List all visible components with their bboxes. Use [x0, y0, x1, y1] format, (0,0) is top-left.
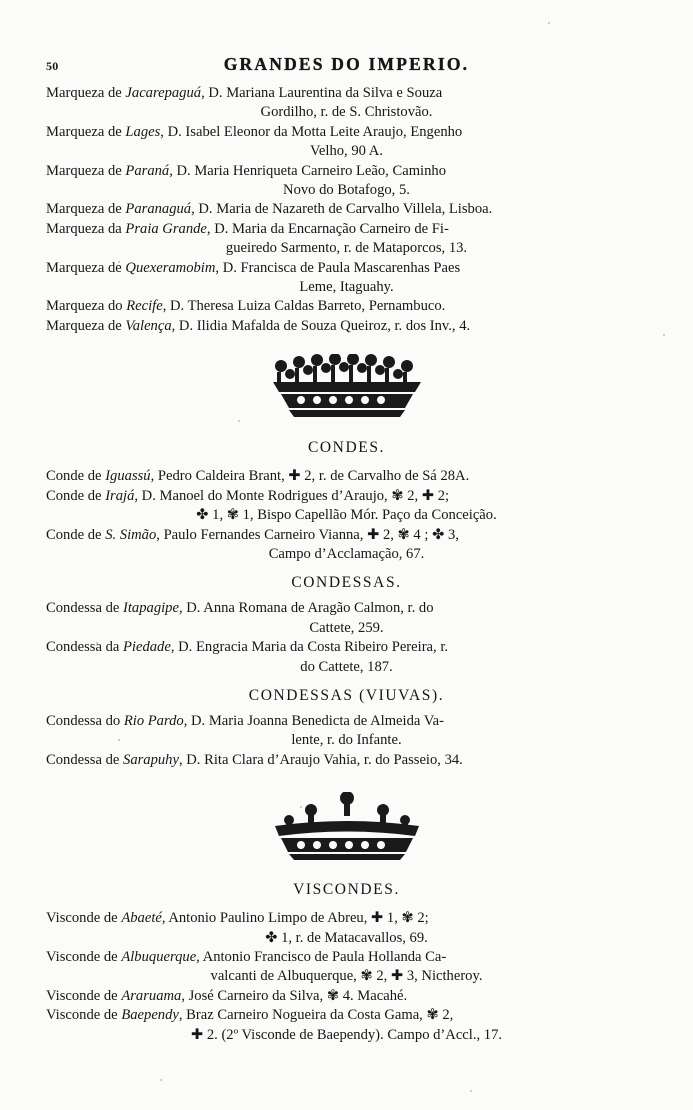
entry-line-1: Visconde de Abaeté, Antonio Paulino Limpo de Abreu, ✚ 1, ✾ 2;	[46, 910, 429, 927]
section-title-condes: CONDES.	[307, 439, 386, 457]
entry-line-2: do Cattete, 187.	[300, 658, 393, 675]
viscount-crown-ornament	[46, 792, 647, 867]
list-item	[46, 1006, 647, 1045]
page-header	[0, 54, 693, 76]
list-item	[46, 297, 647, 316]
entry-line-2: Novo do Botafogo, 5.	[283, 182, 410, 199]
list-item	[46, 123, 647, 162]
list-item	[46, 751, 647, 770]
section-title-condessas: CONDESSAS.	[291, 574, 402, 592]
paper-speck	[470, 1090, 472, 1092]
entry-line-1: Condessa de Sarapuhy, D. Rita Clara d’Araujo Vahia, r. do Passeio, 34.	[46, 751, 463, 768]
list-item	[46, 84, 647, 123]
entry-line-1: Visconde de Baependy, Braz Carneiro Nogueira da Costa Gama, ✾ 2,	[46, 1007, 454, 1024]
list-item	[46, 909, 647, 948]
entry-line-2: Gordilho, r. de S. Christovão.	[260, 104, 433, 121]
paper-speck	[663, 334, 665, 336]
crown-icon	[267, 792, 427, 862]
entry-line-2: Cattete, 259.	[309, 619, 384, 636]
page-body	[46, 84, 647, 1045]
section-title-condessas-viuvas: CONDESSAS (VIUVAS).	[248, 686, 445, 704]
entry-line-1: Marqueza de Quexeramobim, D. Francisca de Paula Mascarenhas Paes	[46, 259, 461, 276]
list-item	[46, 467, 647, 486]
entry-line-1: Marqueza do Recife, D. Theresa Luiza Caldas Barreto, Pernambuco.	[46, 298, 446, 315]
section-title-viscondes: VISCONDES.	[293, 881, 400, 899]
count-crown-ornament	[46, 354, 647, 425]
paper-speck	[160, 1079, 162, 1081]
entry-line-2: ✤ 1, r. de Matacavallos, 69.	[265, 929, 428, 946]
entry-line-1: Marqueza da Praia Grande, D. Maria da Encarnação Carneiro de Fi-	[46, 220, 449, 237]
entry-line-1: Condessa da Piedade, D. Engracia Maria da Costa Ribeiro Pereira, r.	[46, 639, 449, 656]
list-item	[46, 317, 647, 336]
list-item	[46, 162, 647, 201]
entry-line-1: Marqueza de Paraná, D. Maria Henriqueta Carneiro Leão, Caminho	[46, 162, 446, 179]
list-item	[46, 599, 647, 638]
list-item	[46, 220, 647, 259]
entry-line-1: Visconde de Araruama, José Carneiro da Silva, ✾ 4. Macahé.	[46, 987, 408, 1004]
entry-line-1: Marqueza de Lages, D. Isabel Eleonor da Motta Leite Araujo, Engenho	[46, 123, 463, 140]
entry-line-1: Condessa de Itapagipe, D. Anna Romana de Aragão Calmon, r. do	[46, 600, 434, 617]
crown-icon	[267, 354, 427, 420]
running-head: GRANDES DO IMPERIO.	[223, 54, 470, 74]
entry-line-1: Condessa do Rio Pardo, D. Maria Joanna Benedicta de Almeida Va-	[46, 712, 445, 729]
list-item	[46, 712, 647, 751]
entry-line-1: Marqueza de Jacarepaguá, D. Mariana Laurentina da Silva e Souza	[46, 85, 443, 101]
entry-line-2: gueiredo Sarmento, r. de Mataporcos, 13.	[225, 240, 468, 257]
list-item	[46, 948, 647, 987]
entry-line-1: Visconde de Albuquerque, Antonio Francisco de Paula Hollanda Ca-	[46, 948, 447, 965]
list-item	[46, 987, 647, 1006]
entry-line-1: Conde de Irajá, D. Manoel do Monte Rodrigues d’Araujo, ✾ 2, ✚ 2;	[46, 487, 450, 504]
list-item	[46, 487, 647, 526]
entry-line-1: Marqueza de Paranaguá, D. Maria de Nazareth de Carvalho Villela, Lisboa.	[46, 201, 493, 218]
entry-line-1: Marqueza de Valença, D. Ilidia Mafalda de Souza Queiroz, r. dos Inv., 4.	[46, 317, 471, 334]
paper-speck	[548, 22, 550, 24]
entry-line-2: Leme, Itaguahy.	[299, 279, 394, 296]
entry-line-2: Campo d’Acclamação, 67.	[268, 545, 425, 562]
entry-line-1: Conde de Iguassú, Pedro Caldeira Brant, ✚ 2, r. de Carvalho de Sá 28A.	[46, 468, 470, 485]
entry-line-1: Conde de S. Simão, Paulo Fernandes Carneiro Vianna, ✚ 2, ✾ 4 ; ✤ 3,	[46, 526, 459, 543]
folio-number: 50	[46, 59, 59, 73]
entry-line-2: lente, r. do Infante.	[291, 732, 402, 749]
list-item	[46, 259, 647, 298]
list-item	[46, 526, 647, 565]
entry-line-2: Velho, 90 A.	[310, 143, 383, 160]
entry-line-2: valcanti de Albuquerque, ✾ 2, ✚ 3, Nictheroy.	[210, 968, 483, 985]
list-item	[46, 638, 647, 677]
entry-line-2: ✚ 2. (2º Visconde de Baependy). Campo d’Accl., 17.	[190, 1026, 503, 1043]
list-item	[46, 200, 647, 219]
entry-line-2: ✤ 1, ✾ 1, Bispo Capellão Mór. Paço da Conceição.	[196, 507, 497, 524]
